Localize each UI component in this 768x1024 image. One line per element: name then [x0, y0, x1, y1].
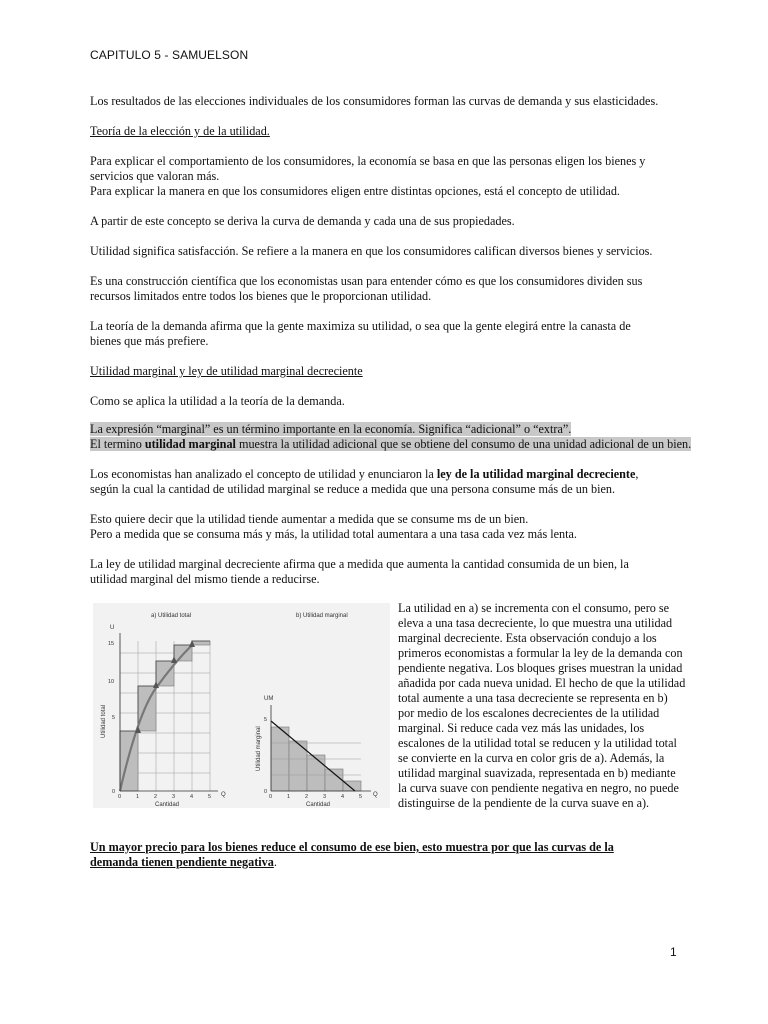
caption-line: eleva a una tasa decreciente, lo que muestra una utilidad — [398, 616, 673, 630]
caption-line: total aumente a una tasa decreciente se representa en b) — [398, 691, 668, 705]
figure-caption — [398, 601, 726, 811]
panel-b-y-tick: 0 — [264, 789, 268, 795]
caption-line: primeros economistas a formular la ley de la demanda con — [398, 646, 683, 660]
panel-a-y-tick: 15 — [108, 641, 115, 647]
caption-line: marginal. Si reduce cada vez más las unidades, los — [398, 721, 645, 735]
panel-a-y-tick: 10 — [108, 679, 115, 685]
panel-b-title: b) Utilidad marginal — [296, 613, 348, 619]
paragraph-meaning: Esto quiere decir que la utilidad tiende aumentar a medida que se consume ms de un bien. Pero a medida que se consuma más y más, la utilidad total aumentara a una tasa cada vez más lenta. — [90, 512, 577, 541]
caption-line: distinguirse de la pendiente de la curva suave en a). — [398, 796, 650, 810]
highlight-line-2: El termino utilidad marginal muestra la utilidad adicional que se obtiene del consumo de una unidad adicional de un bien. — [90, 437, 692, 451]
panel-b-bar-4 — [325, 769, 343, 791]
panel-a-q-label: Q — [221, 792, 226, 798]
page-number: 1 — [670, 945, 677, 959]
panel-b-x-tick: 2 — [305, 794, 309, 800]
conclusion-paragraph: Un mayor precio para los bienes reduce el consumo de ese bien, esto muestra por que las curvas de la demanda tienen pendiente negativa. — [90, 840, 614, 869]
caption-line: La utilidad en a) se incrementa con el consumo, pero se — [398, 601, 670, 615]
panel-a-x-tick: 4 — [190, 794, 194, 800]
paragraph-derive: A partir de este concepto se deriva la curva de demanda y cada una de sus propiedades. — [90, 214, 515, 228]
paragraph-behavior: Para explicar el comportamiento de los consumidores, la economía se basa en que las personas eligen los bienes y servicios que valoran más. Para explicar la manera en que los consumidores eligen entre distintas opciones, está el concepto de utilidad. — [90, 154, 646, 198]
panel-b-q-label: Q — [373, 792, 378, 798]
caption-line: pendiente negativa. Los bloques grises muestran la unidad — [398, 661, 683, 675]
panel-a-xlabel: Cantidad — [155, 802, 180, 808]
panel-b-bar-3 — [307, 755, 325, 791]
panel-b-x-tick: 4 — [341, 794, 345, 800]
highlight-line-1: La expresión “marginal” es un término importante en la economía. Significa “adicional” o “extra”. — [90, 422, 572, 436]
panel-a-x-tick: 3 — [172, 794, 176, 800]
paragraph-application: Como se aplica la utilidad a la teoría de la demanda. — [90, 394, 345, 408]
panel-b-xlabel: Cantidad — [306, 802, 331, 808]
caption-line: añadida por cada nueva unidad. El hecho de que la utilidad — [398, 676, 686, 690]
panel-a-block-5 — [192, 641, 210, 645]
utility-figure — [93, 603, 390, 808]
paragraph-construction: Es una construcción científica que los economistas usan para entender cómo es que los consumidores dividen sus recursos limitados entre todos los bienes que le proporcionan utilidad. — [90, 274, 643, 303]
utility-figure-svg — [93, 603, 390, 808]
panel-b-um-label: UM — [264, 696, 274, 702]
panel-a-block-3 — [156, 661, 174, 686]
panel-b-y-tick: 5 — [264, 717, 268, 723]
caption-line: utilidad marginal suavizada, representada en b) mediante — [398, 766, 676, 780]
panel-b-x-tick: 5 — [359, 794, 363, 800]
intro-paragraph: Los resultados de las elecciones individuales de los consumidores forman las curvas de demanda y sus elasticidades. — [90, 94, 659, 108]
section-title-theory: Teoría de la elección y de la utilidad. — [90, 124, 270, 138]
paragraph-demand-theory: La teoría de la demanda afirma que la gente maximiza su utilidad, o sea que la gente elegirá entre la canasta de bienes que más prefiere. — [90, 319, 631, 348]
panel-a-x-tick: 1 — [136, 794, 140, 800]
document-header: CAPITULO 5 - SAMUELSON — [90, 48, 249, 62]
caption-line: marginal decreciente. Esta observación condujo a los — [398, 631, 657, 645]
highlighted-definition — [90, 422, 720, 452]
paragraph-satisfaction: Utilidad significa satisfacción. Se refiere a la manera en que los consumidores califican diversos bienes y servicios. — [90, 244, 653, 258]
panel-a-ylabel: Utilidad total — [101, 704, 107, 738]
panel-a-x-tick: 2 — [154, 794, 158, 800]
panel-b-x-tick: 3 — [323, 794, 327, 800]
panel-a-x-tick: 5 — [208, 794, 212, 800]
caption-line: por medio de los escalones decrecientes de la utilidad — [398, 706, 660, 720]
panel-b-x-tick: 0 — [269, 794, 273, 800]
caption-line: la curva suave con pendiente negativa en negro, no puede — [398, 781, 679, 795]
panel-a-y-tick: 5 — [112, 715, 116, 721]
panel-a-y-tick: 0 — [112, 789, 116, 795]
panel-a-title: a) Utilidad total — [151, 613, 192, 619]
panel-a-x-tick: 0 — [118, 794, 122, 800]
caption-line: se convierte en la curva en color gris de a). Además, la — [398, 751, 665, 765]
paragraph-law: Los economistas han analizado el concepto de utilidad y enunciaron la ley de la utilidad marginal decreciente, según la cual la cantidad de utilidad marginal se reduce a medida que una persona consume más de un bien. — [90, 467, 639, 496]
caption-line: escalones de la utilidad total se reducen y la utilidad total — [398, 736, 677, 750]
panel-b-x-tick: 1 — [287, 794, 291, 800]
panel-a-u-label: U — [110, 625, 115, 631]
paragraph-law-statement: La ley de utilidad marginal decreciente afirma que a medida que aumenta la cantidad consumida de un bien, la utilidad marginal del mismo tiende a reducirse. — [90, 557, 629, 586]
panel-b-ylabel: Utilidad marginal — [256, 726, 262, 771]
section-title-marginal: Utilidad marginal y ley de utilidad marginal decreciente — [90, 364, 363, 378]
